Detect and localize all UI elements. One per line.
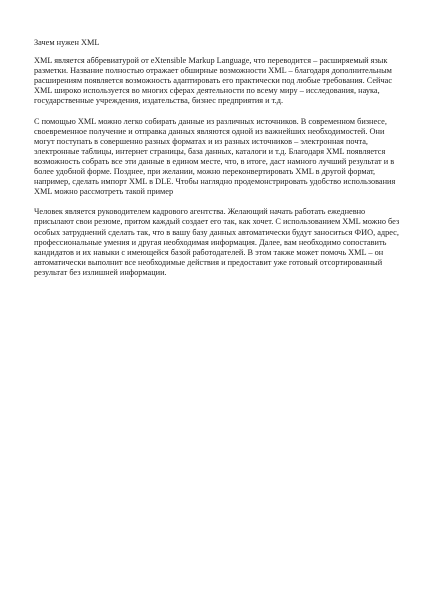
document-body [34,38,400,288]
document-title: Зачем нужен XML [34,38,100,47]
paragraph-example: Человек является руководителем кадрового агентства. Желающий начать работать ежедневно присылают свои резюме, притом каждый создает его так, как хочет. С использованием XML можно без особых затруднений сделать так, что в вашу базу данных автоматически будут заноситься ФИО, адрес, профессиональные умения и другая необходимая информация. Далее, вам необходимо сопоставить кандидатов и их навыки с имеющейся базой работодателей. В этом также может помочь XML – он автоматически выполнит все необходимые действия и предоставит уже готовый отсортированный результат без излишней информации. [34,207,400,277]
paragraph-intro: XML является аббревиатурой от eXtensible Markup Language, что переводится – расширяемый язык разметки. Название полностью отражает обширные возможности XML – благодаря дополнительным расширениям появляется возможность адаптировать его практически под любые требования. Сейчас XML широко используется во многих сферах деятельности по всему миру – исследования, наука, государственные учреждения, издательства, бизнес предприятия и т.д. [34,56,393,106]
paragraph-data-sources: С помощью XML можно легко собирать данные из различных источников. В современном бизнесе, своевременное получение и отправка данных являются одной из важнейших необходимостей. Они могут поступать в совершенно разных форматах и из разных источников – электронная почта, электронные таблицы, интернет страницы, база данных, каталоги и т.д. Благодаря XML появляется возможность собрать все эти данные в едином месте, что, в итоге, даст намного лучший результат и в более удобной форме. Позднее, при желании, можно переконвертировать XML в другой формат, например, сделать импорт XML в DLE. Чтобы наглядно продемонстрировать удобство использования XML можно рассмотреть такой пример [34,116,396,197]
